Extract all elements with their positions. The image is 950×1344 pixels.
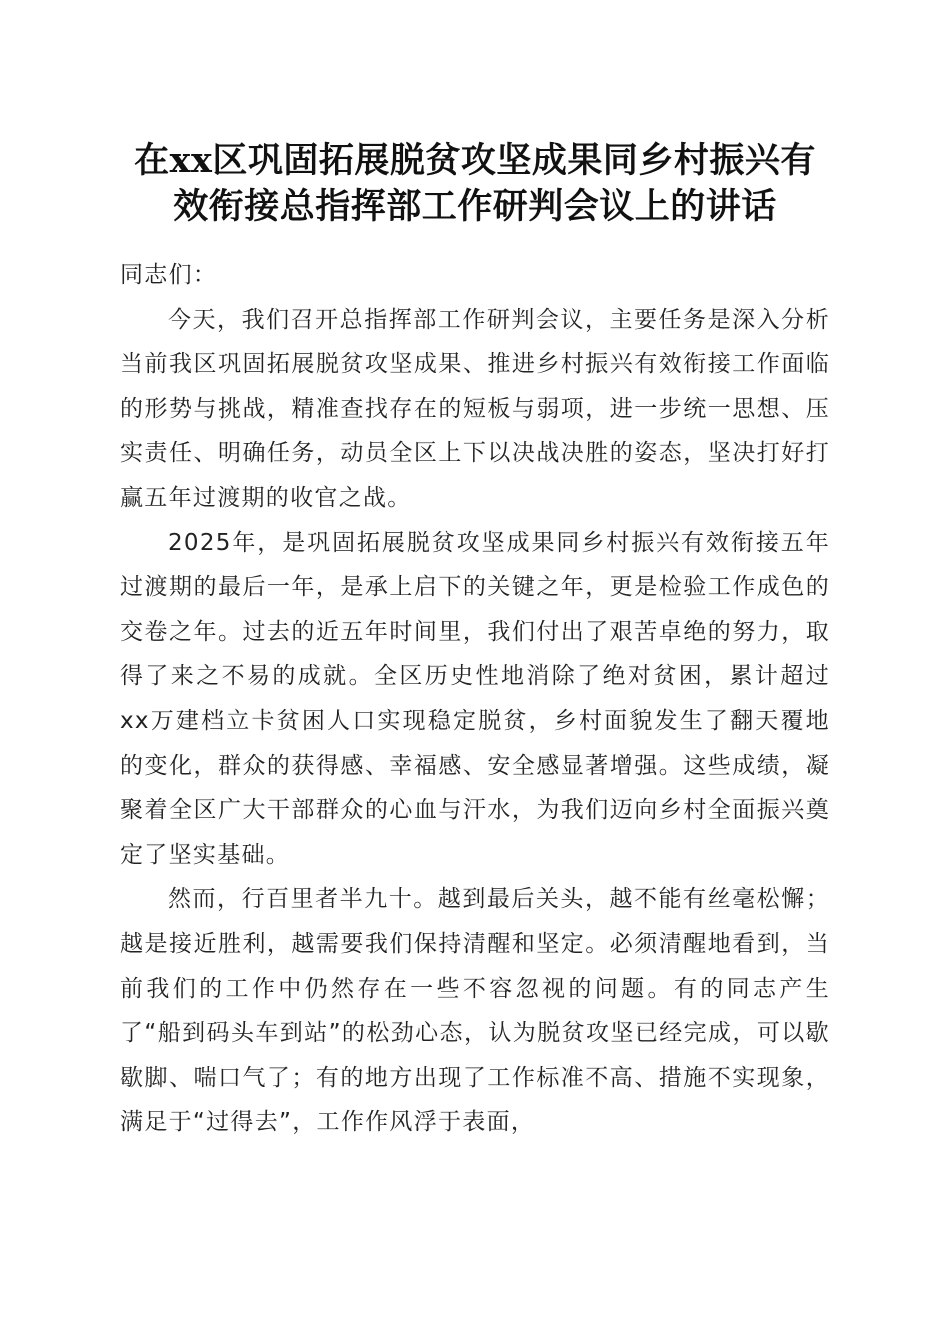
title-line-1: 在xx区巩固拓展脱贫攻坚成果同乡村振兴有 — [134, 140, 816, 181]
title-line-2: 效衔接总指挥部工作研判会议上的讲话 — [173, 186, 777, 227]
paragraph-1: 今天，我们召开总指挥部工作研判会议，主要任务是深入分析当前我区巩固拓展脱贫攻坚成果、推进乡村振兴有效衔接工作面临的形势与挑战，精准查找存在的短板与弱项，进一步统一思想、压实责任、明确任务，动员全区上下以决战决胜的姿态，坚决打好打赢五年过渡期的收官之战。 — [120, 306, 830, 511]
document-body — [120, 253, 830, 1145]
salutation: 同志们： — [120, 262, 218, 288]
document-title — [120, 138, 830, 230]
paragraph-2: 2025年，是巩固拓展脱贫攻坚成果同乡村振兴有效衔接五年过渡期的最后一年，是承上启下的关键之年，更是检验工作成色的交卷之年。过去的近五年时间里，我们付出了艰苦卓绝的努力，取得了来之不易的成就。全区历史性地消除了绝对贫困，累计超过xx万建档立卡贫困人口实现稳定脱贫，乡村面貌发生了翻天覆地的变化，群众的获得感、幸福感、安全感显著增强。这些成绩，凝聚着全区广大干部群众的心血与汗水，为我们迈向乡村全面振兴奠定了坚实基础。 — [120, 529, 830, 868]
paragraph-3: 然而，行百里者半九十。越到最后关头，越不能有丝毫松懈；越是接近胜利，越需要我们保持清醒和坚定。必须清醒地看到，当前我们的工作中仍然存在一些不容忽视的问题。有的同志产生了“船到码头车到站”的松劲心态，认为脱贫攻坚已经完成，可以歇歇脚、喘口气了；有的地方出现了工作标准不高、措施不实现象，满足于“过得去”，工作作风浮于表面， — [120, 886, 830, 1136]
